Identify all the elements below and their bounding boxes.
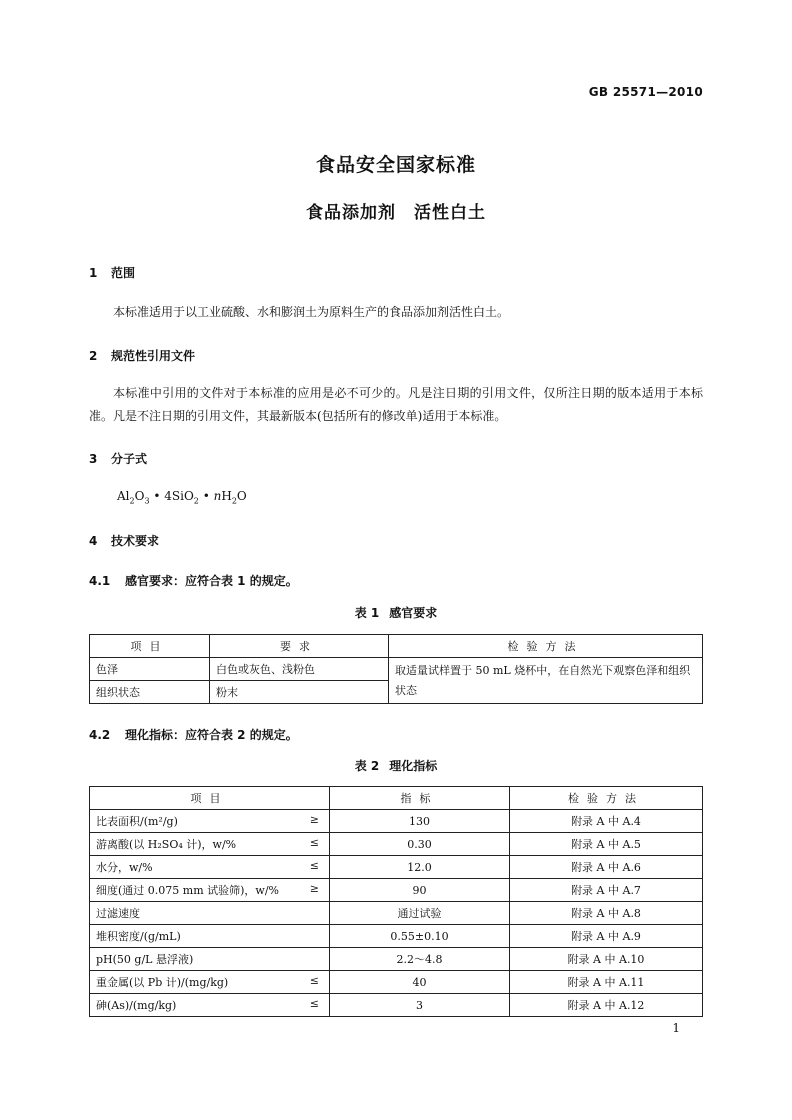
table-row (90, 971, 703, 994)
section-number: 2 (89, 349, 98, 363)
value-cell: 90 (330, 879, 510, 902)
item-cell: 砷(As)/(mg/kg) ≤ (90, 994, 330, 1017)
table1-caption: 表 1 感官要求 (354, 606, 438, 620)
physicochemical-indicators-table (89, 786, 703, 1017)
item-cell: 游离酸(以 H₂SO₄ 计)，w/% ≤ (90, 833, 330, 856)
table-row (90, 810, 703, 833)
item-cell: 比表面积/(m²/g) ≥ (90, 810, 330, 833)
section-number: 4.1 (89, 574, 111, 588)
scope-paragraph: 本标准适用于以工业硫酸、水和膨润土为原料生产的食品添加剂活性白土。 (113, 305, 510, 319)
header-cell: 项目 (90, 635, 210, 658)
comparison-symbol: ≤ (309, 997, 319, 1010)
section-heading-references (89, 347, 195, 364)
method-cell: 附录 A 中 A.5 (510, 833, 703, 856)
header-cell: 指标 (330, 787, 510, 810)
table-row (90, 948, 703, 971)
subsection-heading-physicochemical (89, 726, 298, 743)
header-cell: 要求 (210, 635, 389, 658)
value-cell: 0.30 (330, 833, 510, 856)
table-row (90, 856, 703, 879)
item-cell: 水分，w/% ≤ (90, 856, 330, 879)
section-title: 技术要求 (111, 534, 160, 548)
method-cell: 附录 A 中 A.4 (510, 810, 703, 833)
method-cell: 附录 A 中 A.9 (510, 925, 703, 948)
item-cell: pH(50 g/L 悬浮液) (90, 948, 330, 971)
item-cell: 重金属(以 Pb 计)/(mg/kg) ≤ (90, 971, 330, 994)
section-title: 感官要求：应符合表 1 的规定。 (125, 574, 298, 588)
item-cell: 堆积密度/(g/mL) (90, 925, 330, 948)
item-cell: 组织状态 (90, 681, 210, 704)
references-paragraph: 本标准中引用的文件对于本标准的应用是必不可少的。凡是注日期的引用文件，仅所注日期的版本适用于本标准。凡是不注日期的引用文件，其最新版本(包括所有的修改单)适用于本标准。 (89, 386, 703, 423)
page-number: 1 (672, 1021, 680, 1035)
section-number: 1 (89, 266, 98, 280)
method-cell: 附录 A 中 A.12 (510, 994, 703, 1017)
table-row (90, 902, 703, 925)
molecular-formula: $Al_2O_3$ • 4SiO$_2$ • $nH_2O$ (117, 489, 247, 506)
method-cell: 附录 A 中 A.11 (510, 971, 703, 994)
item-cell: 过滤速度 (90, 902, 330, 925)
value-cell: 2.2～4.8 (330, 948, 510, 971)
table2-caption: 表 2 理化指标 (354, 759, 438, 773)
requirement-cell: 白色或灰色、浅粉色 (210, 658, 389, 681)
item-cell: 细度(通过 0.075 mm 试验筛)，w/% ≥ (90, 879, 330, 902)
table-row (90, 994, 703, 1017)
method-cell: 附录 A 中 A.8 (510, 902, 703, 925)
value-cell: 3 (330, 994, 510, 1017)
header-cell: 检验方法 (389, 635, 703, 658)
table-header-row (90, 635, 703, 658)
comparison-symbol: ≤ (309, 974, 319, 987)
table-row (90, 925, 703, 948)
document-subtitle: 食品添加剂 活性白土 (306, 203, 486, 223)
requirement-cell: 粉末 (210, 681, 389, 704)
header-cell: 项目 (90, 787, 330, 810)
table-row (90, 879, 703, 902)
method-cell: 附录 A 中 A.10 (510, 948, 703, 971)
sensory-requirements-table (89, 634, 703, 704)
header-cell: 检验方法 (510, 787, 703, 810)
section-heading-formula (89, 450, 147, 467)
section-title: 规范性引用文件 (111, 349, 196, 363)
value-cell: 通过试验 (330, 902, 510, 925)
section-title: 范围 (111, 266, 136, 280)
section-number: 3 (89, 452, 98, 466)
value-cell: 40 (330, 971, 510, 994)
section-title: 理化指标：应符合表 2 的规定。 (125, 728, 298, 742)
method-cell: 附录 A 中 A.7 (510, 879, 703, 902)
method-cell: 附录 A 中 A.6 (510, 856, 703, 879)
section-number: 4 (89, 534, 98, 548)
comparison-symbol: ≤ (309, 836, 319, 849)
section-title: 分子式 (111, 452, 148, 466)
comparison-symbol: ≥ (309, 813, 319, 826)
comparison-symbol: ≥ (309, 882, 319, 895)
section-number: 4.2 (89, 728, 111, 742)
value-cell: 0.55±0.10 (330, 925, 510, 948)
table-header-row (90, 787, 703, 810)
subsection-heading-sensory (89, 572, 298, 589)
table-row (90, 833, 703, 856)
standard-code: GB 25571—2010 (588, 85, 703, 99)
section-heading-technical (89, 532, 159, 549)
value-cell: 12.0 (330, 856, 510, 879)
table-row (90, 658, 703, 681)
section-heading-scope (89, 264, 135, 281)
item-cell: 色泽 (90, 658, 210, 681)
document-title: 食品安全国家标准 (315, 154, 476, 176)
comparison-symbol: ≤ (309, 859, 319, 872)
method-cell: 取适量试样置于 50 mL 烧杯中，在自然光下观察色泽和组织状态 (389, 658, 703, 704)
value-cell: 130 (330, 810, 510, 833)
